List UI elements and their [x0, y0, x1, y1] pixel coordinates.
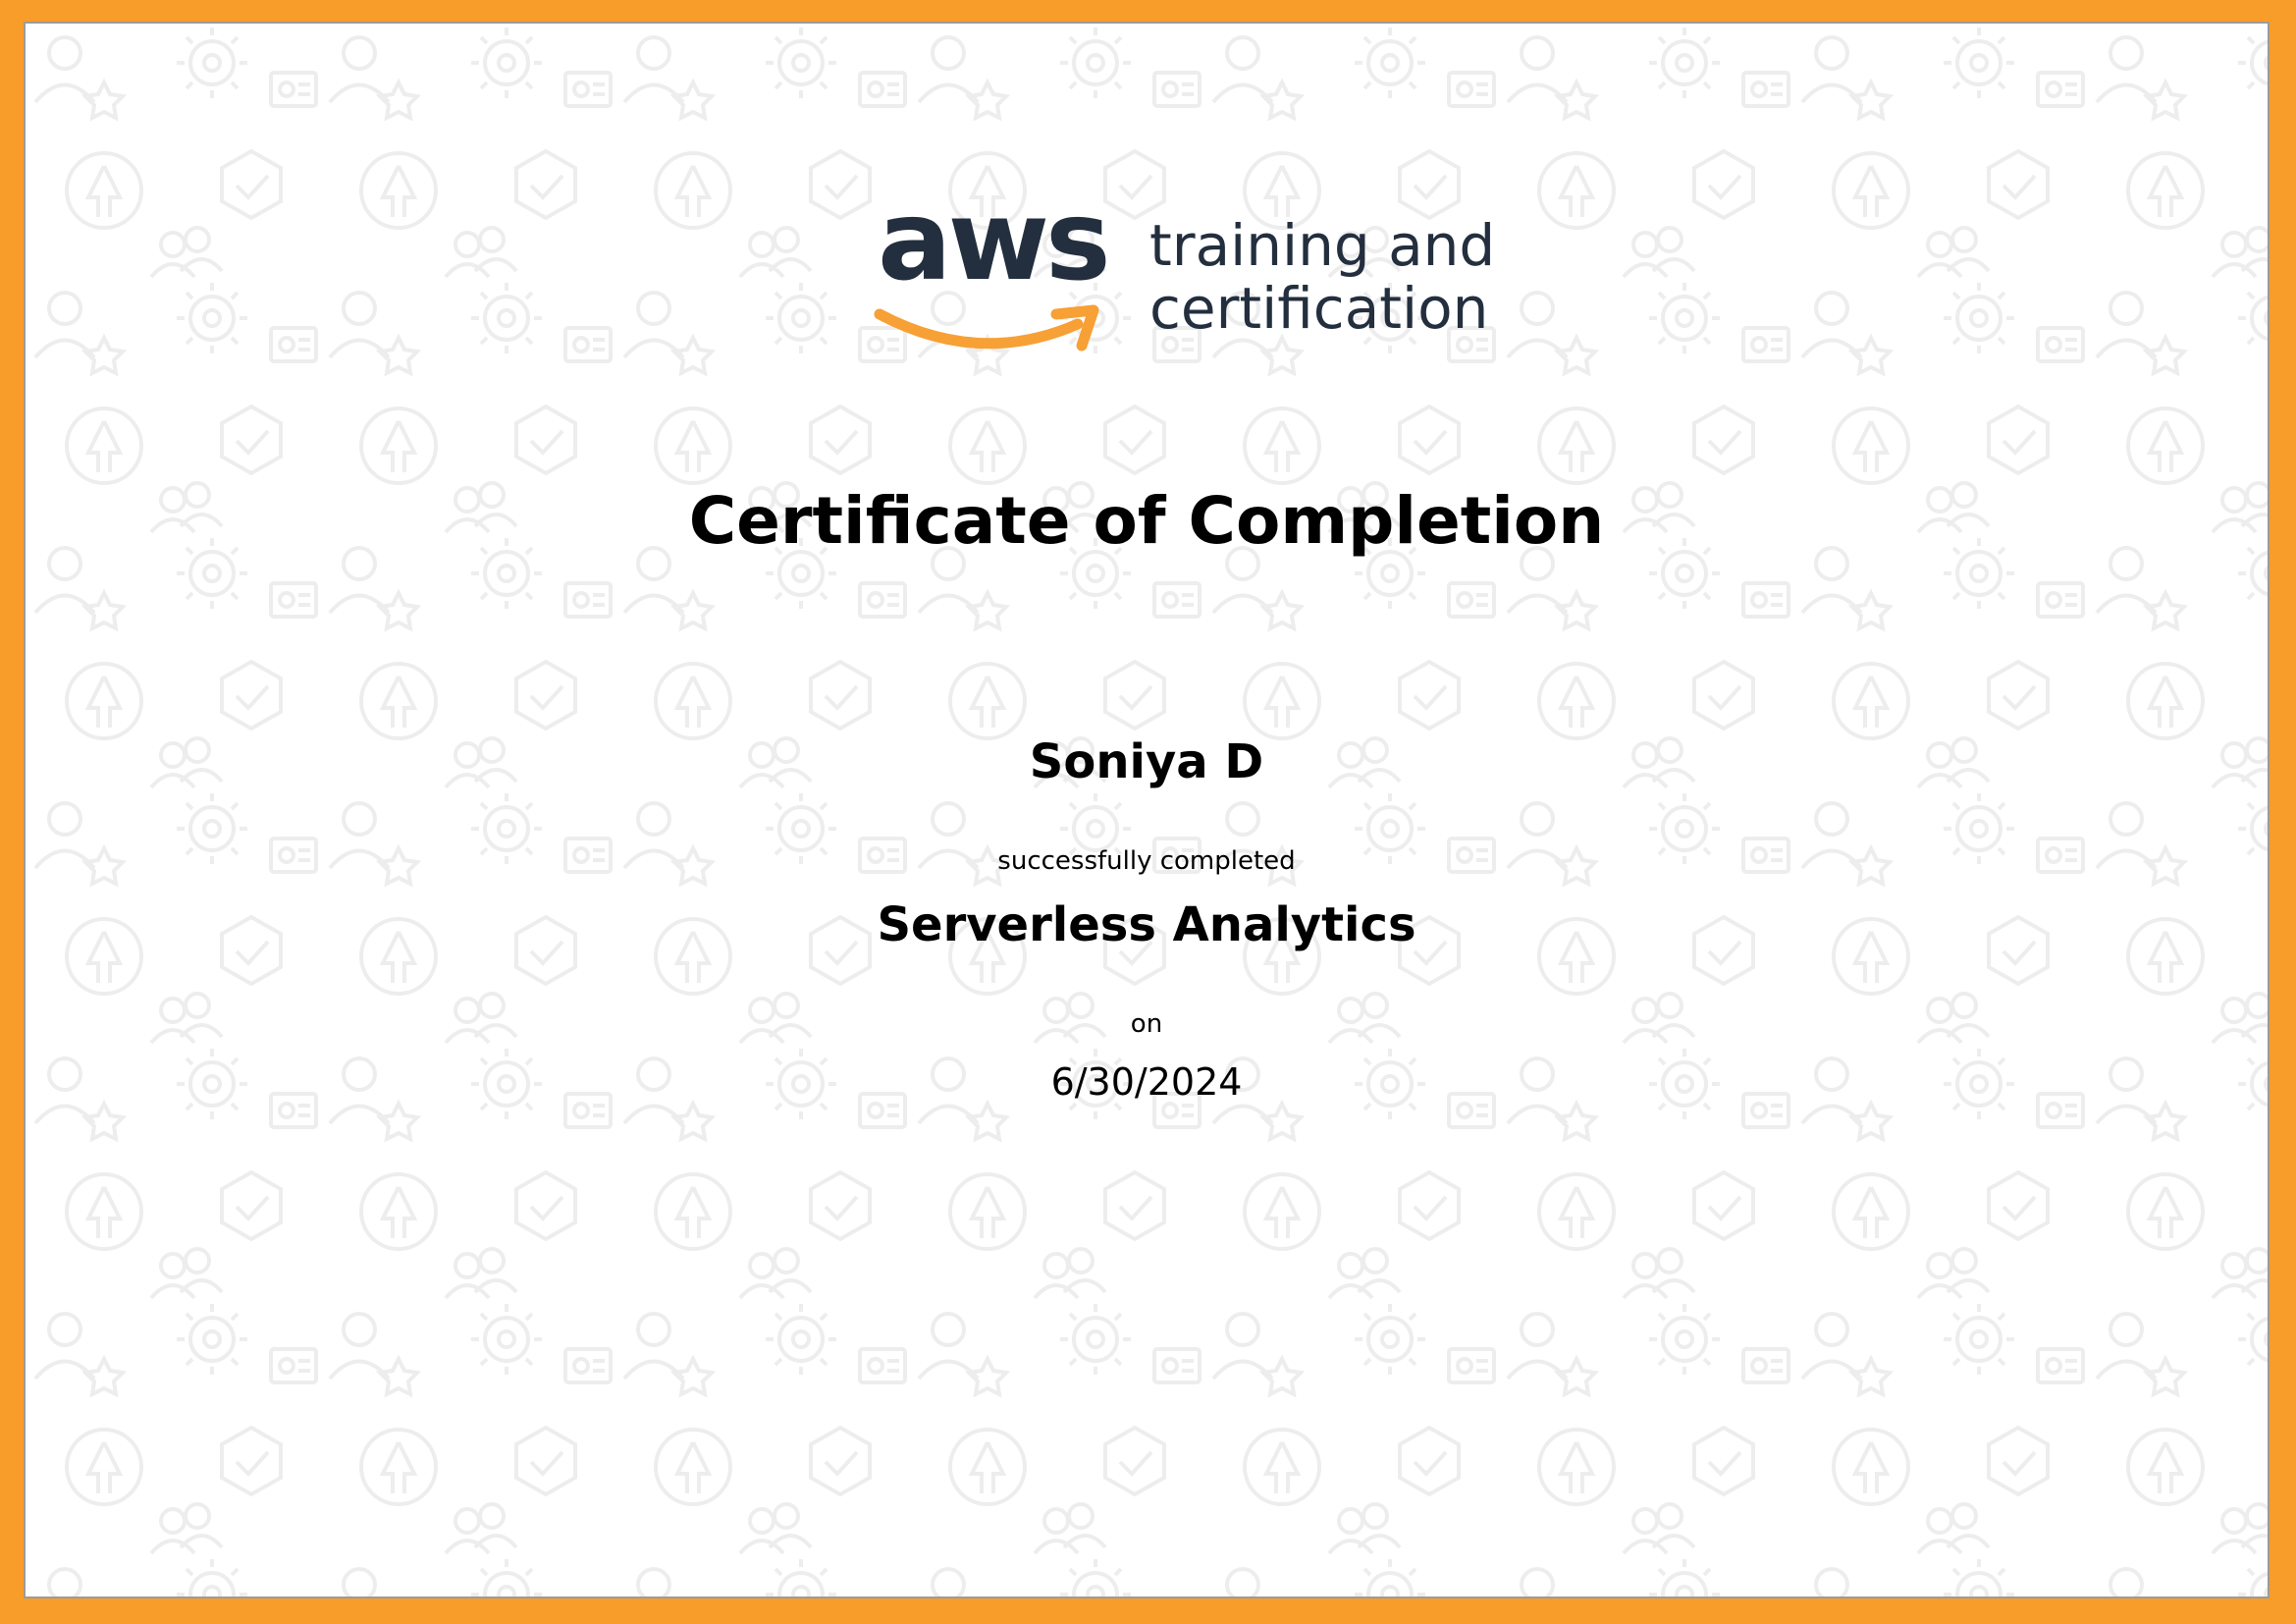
certificate-title: Certificate of Completion [688, 483, 1605, 559]
logo-line-certification: certification [1149, 275, 1489, 342]
aws-smile-arrow-icon [872, 297, 1107, 365]
recipient-name: Soniya D [1029, 734, 1264, 789]
logo-line-training: training and [1149, 212, 1496, 279]
on-label: on [1130, 1009, 1163, 1039]
completion-date: 6/30/2024 [1050, 1060, 1243, 1104]
certificate-frame [24, 22, 2269, 1598]
completed-label: successfully completed [997, 846, 1296, 876]
aws-wordmark: aws [878, 178, 1107, 305]
certificate-content [26, 24, 2268, 1597]
course-name: Serverless Analytics [877, 897, 1416, 952]
logo-tagline [1149, 214, 1495, 340]
aws-logo [850, 178, 1498, 395]
